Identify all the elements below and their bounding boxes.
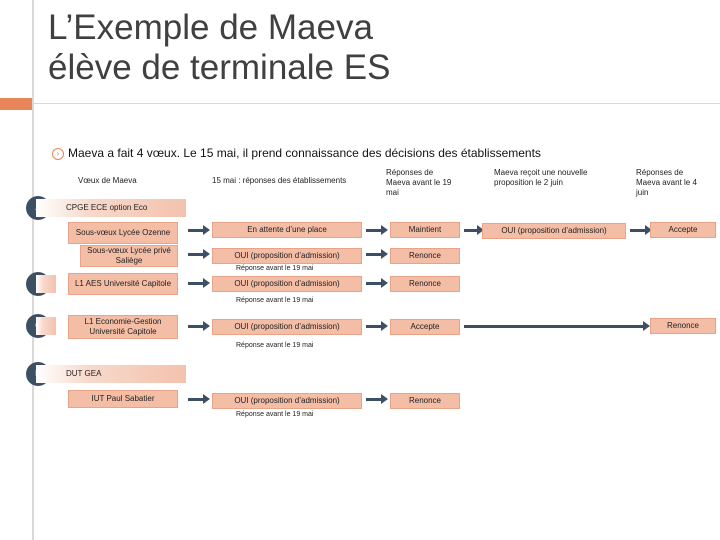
slide-title bbox=[48, 8, 390, 88]
voeu-l1-eco-gestion: L1 Economie-Gestion Université Capitole bbox=[68, 315, 178, 339]
group-b-band bbox=[36, 275, 56, 293]
arrow-a1 bbox=[188, 229, 204, 232]
header-reponses-19-mai: Réponses de Maeva avant le 19 mai bbox=[386, 168, 452, 197]
note-d1: Réponse avant le 19 mai bbox=[236, 411, 314, 418]
accent-tab bbox=[0, 98, 32, 110]
title-line-2: élève de terminale ES bbox=[48, 48, 391, 87]
arrow-b1 bbox=[188, 282, 204, 285]
arrow-a2 bbox=[188, 253, 204, 256]
reponse-b1: Renonce bbox=[390, 276, 460, 292]
arrow-b1-reponse bbox=[366, 282, 382, 285]
header-15-mai: 15 mai : réponses des établissements bbox=[212, 176, 347, 185]
arrow-a1-reponse bbox=[366, 229, 382, 232]
decision-b1: OUI (proposition d’admission) bbox=[212, 276, 362, 292]
juin-a1: OUI (proposition d’admission) bbox=[482, 223, 626, 239]
reponse-c1: Accepte bbox=[390, 319, 460, 335]
arrow-a1-final bbox=[630, 229, 646, 232]
decision-d1: OUI (proposition d’admission) bbox=[212, 393, 362, 409]
voeu-iut-paul-sabatier: IUT Paul Sabatier bbox=[68, 390, 178, 408]
header-voeux: Vœux de Maeva bbox=[78, 176, 137, 185]
group-d-label: DUT GEA bbox=[36, 365, 186, 383]
voeu-lycee-saliege: Sous-vœux Lycée privé Saliège bbox=[80, 245, 178, 267]
group-a-label: CPGE ECE option Eco bbox=[36, 199, 186, 217]
header-2-juin: Maeva reçoit une nouvelle proposition le 2 juin bbox=[494, 168, 588, 187]
final-c1: Renonce bbox=[650, 318, 716, 334]
note-a2: Réponse avant le 19 mai bbox=[236, 265, 314, 272]
decision-a2: OUI (proposition d’admission) bbox=[212, 248, 362, 264]
final-a1: Accepte bbox=[650, 222, 716, 238]
reponse-d1: Renonce bbox=[390, 393, 460, 409]
decision-a1: En attente d’une place bbox=[212, 222, 362, 238]
arrow-a2-reponse bbox=[366, 253, 382, 256]
header-reponses-4-juin: Réponses de Maeva avant le 4 juin bbox=[636, 168, 697, 197]
arrow-d1-reponse bbox=[366, 398, 382, 401]
title-underline bbox=[0, 103, 720, 104]
arrow-c1-long bbox=[464, 325, 644, 328]
left-rule bbox=[32, 0, 34, 540]
arrow-circle-icon: › bbox=[52, 148, 64, 160]
intro-bullet bbox=[52, 146, 541, 160]
intro-text: Maeva a fait 4 vœux. Le 15 mai, il prend connaissance des décisions des établissements bbox=[68, 146, 541, 160]
note-c1: Réponse avant le 19 mai bbox=[236, 342, 314, 349]
note-b1: Réponse avant le 19 mai bbox=[236, 297, 314, 304]
reponse-a2: Renonce bbox=[390, 248, 460, 264]
voeu-lycee-ozenne: Sous-vœux Lycée Ozenne bbox=[68, 222, 178, 244]
arrow-c1-reponse bbox=[366, 325, 382, 328]
decision-c1: OUI (proposition d’admission) bbox=[212, 319, 362, 335]
voeu-l1-aes: L1 AES Université Capitole bbox=[68, 273, 178, 295]
group-c-band bbox=[36, 317, 56, 335]
arrow-a1-juin bbox=[464, 229, 478, 232]
arrow-d1 bbox=[188, 398, 204, 401]
title-line-1: L’Exemple de Maeva bbox=[48, 8, 373, 47]
arrow-c1 bbox=[188, 325, 204, 328]
reponse-a1: Maintient bbox=[390, 222, 460, 238]
